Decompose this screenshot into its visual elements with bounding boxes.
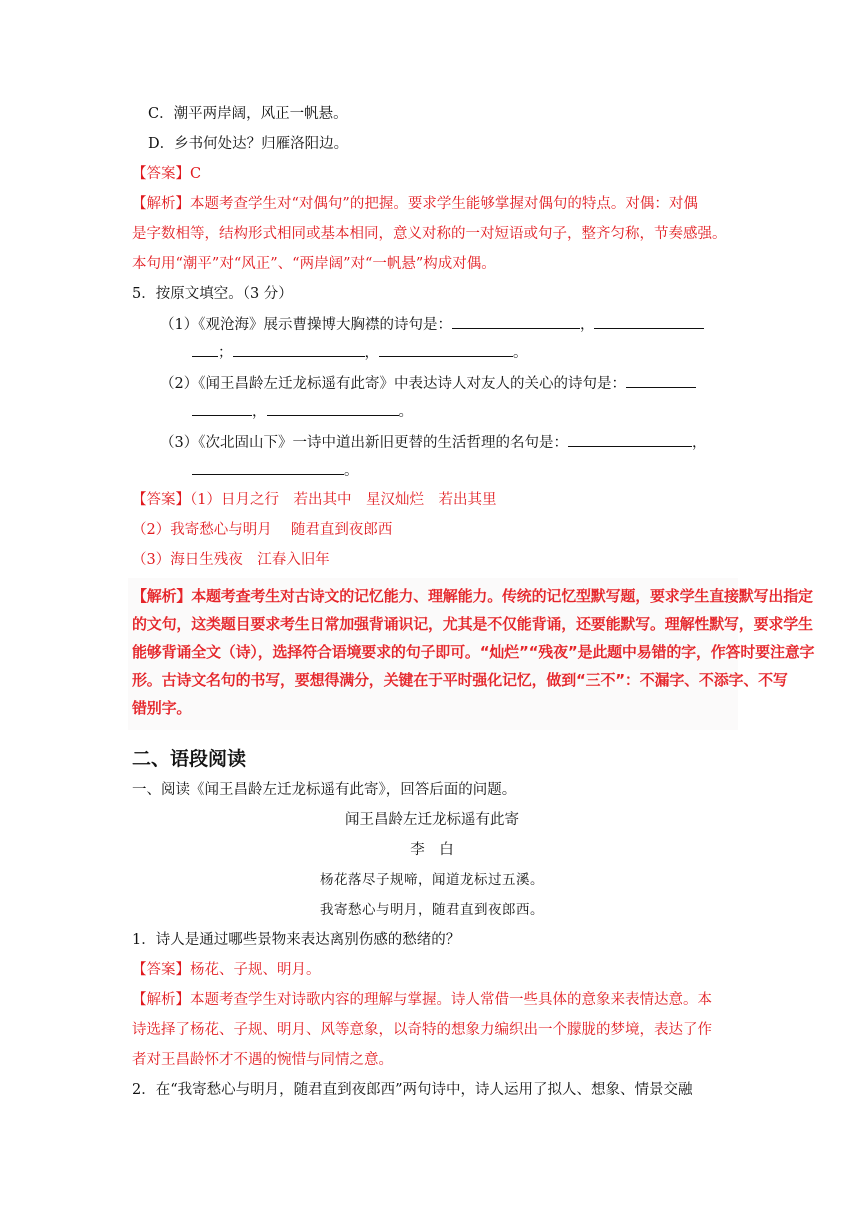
- scan-line-3: 能够背诵全文（诗），选择符合语境要求的句子即可。“灿烂”“残夜”是此题中易错的字，作答时要注意字: [132, 643, 815, 661]
- scan-line-2: 的文句，这类题目要求考生日常加强背诵识记，尤其是不仅能背诵，还要能默写。理解性默写，要求学生: [132, 615, 813, 633]
- question-1-analysis-2: 诗选择了杨花、子规、明月、风等意象，以奇特的想象力编织出一个朦胧的梦境，表达了作: [132, 1022, 712, 1038]
- scan-line-5: 错别字。: [132, 699, 192, 717]
- punct-comma: ，: [691, 435, 707, 451]
- scanned-analysis-block: [128, 578, 815, 730]
- q5-sub1-line1: [160, 314, 704, 335]
- option-c: C．潮平两岸阔，风正一帆悬。: [148, 106, 348, 122]
- poem-title: 闻王昌龄左迁龙标遥有此寄: [345, 812, 519, 828]
- q5-sub2-line1: [160, 373, 696, 394]
- q5-sub1-line2: [192, 342, 528, 363]
- q4-analysis-line-3: 本句用“潮平”对“风正”、“两岸阔”对“一帆悬”构成对偶。: [132, 256, 496, 272]
- punct-comma: ，: [252, 404, 267, 420]
- question-1-analysis-3: 者对王昌龄怀才不遇的惋惜与同情之意。: [132, 1052, 393, 1068]
- q4-analysis-line-2: 是字数相等，结构形式相同或基本相同，意义对称的一对短语或句子，整齐匀称，节奏感强。: [132, 226, 727, 242]
- punct-period: 。: [513, 345, 528, 361]
- fill-blank[interactable]: [452, 314, 580, 329]
- punct-period: 。: [398, 404, 413, 420]
- q4-analysis-line-1: 【解析】本题考查学生对“对偶句”的把握。要求学生能够掌握对偶句的特点。对偶：对偶: [132, 196, 698, 212]
- question-1-analysis-1: 【解析】本题考查学生对诗歌内容的理解与掌握。诗人常借一些具体的意象来表情达意。本: [132, 992, 712, 1008]
- poem-author: 李 白: [410, 842, 454, 858]
- punct-comma: ，: [579, 317, 595, 333]
- question-2: 2．在“我寄愁心与明月，随君直到夜郎西”两句诗中，诗人运用了拟人、想象、情景交融: [132, 1082, 693, 1098]
- q5-answer-1: 【答案】（1）日月之行 若出其中 星汉灿烂 若出其里: [132, 492, 497, 508]
- fill-blank[interactable]: [192, 401, 252, 416]
- q4-answer: 【答案】C: [132, 166, 202, 182]
- q5-sub3-line2: [192, 460, 359, 481]
- q5-answer-3: （3）海日生残夜 江春入旧年: [132, 552, 330, 568]
- q5-answer-2: （2）我寄愁心与明月 随君直到夜郎西: [132, 522, 393, 538]
- question-1: 1．诗人是通过哪些景物来表达离别伤感的愁绪的？: [132, 932, 461, 948]
- fill-blank[interactable]: [233, 342, 365, 357]
- fill-blank[interactable]: [192, 460, 344, 475]
- q5-title: 5．按原文填空。（3 分）: [132, 286, 293, 302]
- poem-line-2: 我寄愁心与明月，随君直到夜郎西。: [320, 902, 544, 918]
- fill-blank[interactable]: [267, 401, 399, 416]
- fill-blank[interactable]: [626, 373, 696, 388]
- q5-sub1-prompt: （1）《观沧海》展示曹操博大胸襟的诗句是：: [160, 317, 452, 333]
- punct-semicolon: ；: [218, 345, 233, 361]
- punct-period: 。: [344, 463, 359, 479]
- question-1-answer: 【答案】杨花、子规、明月。: [132, 962, 321, 978]
- punct-comma: ，: [364, 345, 379, 361]
- fill-blank[interactable]: [379, 342, 513, 357]
- section-heading: 二、语段阅读: [132, 748, 247, 770]
- fill-blank[interactable]: [568, 432, 692, 447]
- q5-sub3-line1: [160, 432, 706, 453]
- q5-sub2-prompt: （2）《闻王昌龄左迁龙标遥有此寄》中表达诗人对友人的关心的诗句是：: [160, 376, 626, 392]
- option-d: D．乡书何处达？归雁洛阳边。: [148, 136, 349, 152]
- scan-line-4: 形。古诗文名句的书写，要想得满分，关键在于平时强化记忆，做到“三不”：不漏字、不添字、不写: [132, 671, 788, 689]
- q5-sub2-line2: [192, 401, 413, 422]
- poem-line-1: 杨花落尽子规啼，闻道龙标过五溪。: [320, 872, 544, 888]
- q5-sub3-prompt: （3）《次北固山下》一诗中道出新旧更替的生活哲理的名句是：: [160, 435, 568, 451]
- reading-intro: 一、阅读《闻王昌龄左迁龙标遥有此寄》，回答后面的问题。: [132, 782, 517, 798]
- fill-blank[interactable]: [594, 314, 704, 329]
- scan-line-1: 【解析】本题考查考生对古诗文的记忆能力、理解能力。传统的记忆型默写题，要求学生直接默写出指定: [132, 587, 813, 605]
- fill-blank[interactable]: [192, 342, 218, 357]
